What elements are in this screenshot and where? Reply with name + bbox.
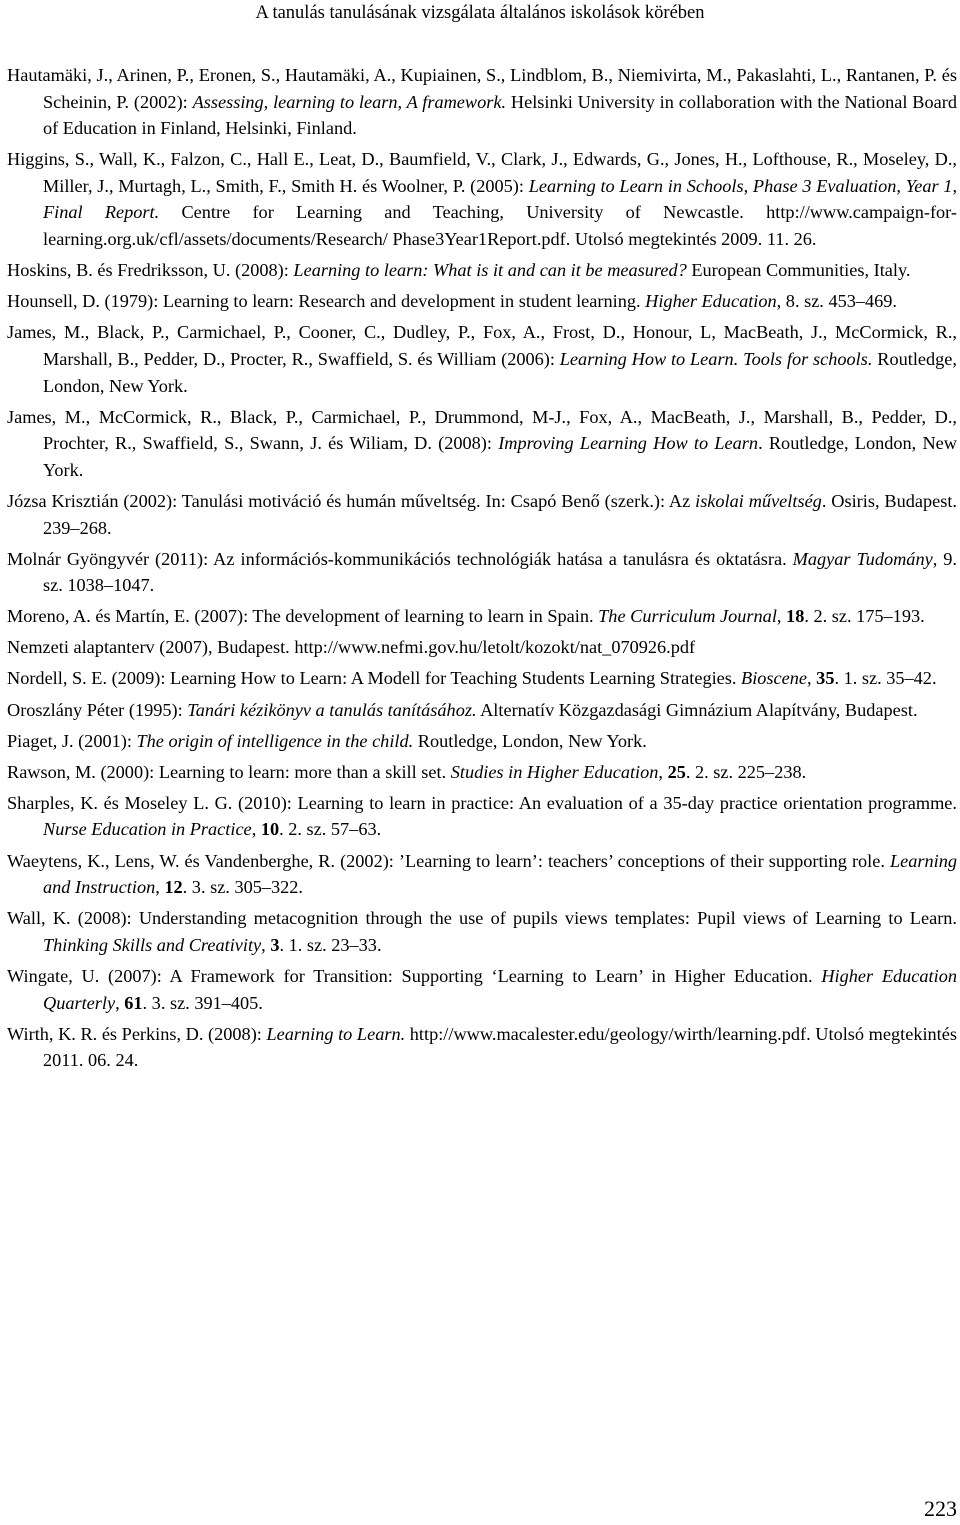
reference-text: Hoskins, B. és Fredriksson, U. (2008): [7,260,294,281]
reference-entry [7,62,957,142]
reference-title: Learning to learn: What is it and can it be measured? [293,260,687,281]
reference-text: Routledge, London, New York. [413,730,647,751]
reference-title: Learning and Instruction [43,850,957,898]
reference-text: Higgins, S., Wall, K., Falzon, C., Hall E., Leat, D., Baumfield, V., Clark, J., Edwards, G., Jones, H., Lofthouse, R., Moseley, D., Miller, J., Murtagh, L., Smith, F., Smith H. és Woolner, P. (2005): [7,149,957,196]
reference-text: . 2. sz. 225–238. [685,761,807,782]
reference-entry [7,319,957,399]
reference-title: The origin of intelligence in the child. [136,730,414,751]
reference-text: , [658,761,668,782]
reference-text: http://www.macalester.edu/geology/wirth/learning.pdf. Utolsó megtekintés 2011. 06. 24. [43,1023,957,1071]
reference-text: Oroszlány Péter (1995): [7,699,188,720]
reference-title: iskolai műveltség [695,490,822,511]
reference-text: European Communities, Italy. [686,260,911,281]
reference-text: Nordell, S. E. (2009): Learning How to Learn: A Modell for Teaching Students Learning Strategies. [7,668,742,689]
reference-text: Molnár Gyöngyvér (2011): Az információs-kommunikációs technológiák hatása a tanulásra és oktatásra. [7,548,793,569]
reference-entry [7,963,957,1016]
reference-title: Magyar Tudomány [792,548,933,569]
reference-text: , [776,606,787,627]
reference-title: Improving Learning How to Learn [498,433,759,454]
reference-title: Bioscene [741,668,808,689]
reference-text: Centre for Learning and Teaching, University of Newcastle. http://www.campaign-for-learning.org.uk/cfl/assets/documents/Research/ Phase3Year1Report.pdf. Utolsó megtekintés 2009. 11. 26. [43,202,957,250]
reference-entry [7,603,957,630]
reference-volume: 25 [667,761,686,782]
reference-text: Helsinki University in collaboration with the National Board of Education in Finland, Helsinki, Finland. [43,91,957,139]
reference-entry [7,848,957,901]
reference-entry [7,665,957,692]
reference-text: . 2. sz. 57–63. [279,819,382,840]
reference-volume: 18 [786,606,805,627]
reference-entry [7,488,957,541]
reference-title: Tanári kézikönyv a tanulás tanításához. [187,699,477,720]
reference-text: . 3. sz. 391–405. [142,992,263,1013]
reference-text: , [115,992,125,1013]
reference-text: Wirth, K. R. és Perkins, D. (2008): [7,1023,267,1044]
reference-title: Assessing, learning to learn, A framework. [192,91,507,112]
reference-entry [7,288,957,315]
reference-text: . 3. sz. 305–322. [182,877,304,898]
reference-entry [7,546,957,599]
reference-text: , [807,668,817,689]
reference-text: , [251,819,261,840]
reference-volume: 3 [270,934,280,955]
reference-text: . Osiris, Budapest. 239–268. [43,490,957,538]
reference-entry [7,634,957,661]
reference-entry [7,257,957,284]
reference-title: Nurse Education in Practice [43,819,252,840]
reference-title: Higher Education Quarterly [43,965,957,1013]
reference-text: Alternatív Közgazdasági Gimnázium Alapítvány, Budapest. [476,699,918,720]
reference-text: . 1. sz. 23–33. [279,934,382,955]
reference-volume: 61 [124,992,143,1013]
reference-text: Rawson, M. (2000): Learning to learn: more than a skill set. [7,761,451,782]
reference-entry [7,146,957,252]
reference-volume: 12 [164,877,183,898]
reference-text: Wingate, U. (2007): A Framework for Transition: Supporting ‘Learning to Learn’ in Higher Education. [7,965,822,986]
reference-text: . Routledge, London, New York. [43,433,957,480]
reference-text: Nemzeti alaptanterv (2007), Budapest. http://www.nefmi.gov.hu/letolt/kozokt/nat_070926.pdf [7,637,696,658]
reference-entry [7,1021,957,1074]
reference-text: , 8. sz. 453–469. [776,291,898,312]
reference-text: , 9. sz. 1038–1047. [43,548,957,596]
reference-title: Thinking Skills and Creativity [43,934,262,955]
reference-text: Józsa Krisztián (2002): Tanulási motiváció és humán műveltség. In: Csapó Benő (szerk.): Az [7,490,696,511]
reference-text: Wall, K. (2008): Understanding metacognition through the use of pupils views templates: Pupil views of Learning to Learn. [7,908,957,929]
reference-text: Moreno, A. és Martín, E. (2007): The development of learning to learn in Spain. [7,606,599,627]
reference-title: Learning How to Learn. Tools for schools. [559,348,873,369]
reference-text: James, M., Black, P., Carmichael, P., Cooner, C., Dudley, P., Fox, A., Frost, D., Honour, L, MacBeath, J., McCormick, R., Marshall, B., Pedder, D., Procter, R., Swaffield, S. és William (2006): [7,322,957,369]
reference-entry [7,728,957,755]
reference-text: Sharples, K. és Moseley L. G. (2010): Learning to learn in practice: An evaluation of a 35-day practice orientation programme. [7,792,957,813]
reference-entry [7,905,957,958]
reference-entry [7,790,957,843]
reference-entry [7,697,957,724]
reference-text: Hounsell, D. (1979): Learning to learn: Research and development in student learning. [7,291,646,312]
reference-text: Hautamäki, J., Arinen, P., Eronen, S., Hautamäki, A., Kupiainen, S., Lindblom, B., Niemivirta, M., Pakaslahti, L., Rantanen, P. és Scheinin, P. (2002): [7,65,957,112]
reference-list [7,62,957,1078]
running-header: A tanulás tanulásának vizsgálata általános iskolások körében [255,3,705,23]
reference-text: Piaget, J. (2001): [7,730,137,751]
reference-title: Learning to Learn. [266,1023,406,1044]
reference-title: Higher Education [645,291,777,312]
page-number: 223 [924,1496,957,1521]
reference-volume: 10 [260,819,280,840]
reference-text: Routledge, London, New York. [43,348,957,396]
reference-volume: 35 [816,668,835,689]
reference-text: Waeytens, K., Lens, W. és Vandenberghe, R. (2002): ’Learning to learn’: teachers’ conceptions of their supporting role. [7,850,890,871]
reference-text: James, M., McCormick, R., Black, P., Carmichael, P., Drummond, M-J., Fox, A., MacBeath, J., Marshall, B., Pedder, D., Prochter, R., Swaffield, S., Swann, J. és Wiliam, D. (2008): [7,406,957,454]
reference-entry [7,404,957,484]
reference-text: . 1. sz. 35–42. [834,668,937,689]
reference-title: Studies in Higher Education [450,761,659,782]
reference-title: The Curriculum Journal [598,606,777,627]
reference-text: , [155,877,165,898]
reference-entry [7,759,957,786]
reference-title: Learning to Learn in Schools, Phase 3 Evaluation, Year 1, Final Report. [43,175,958,223]
reference-text: . 2. sz. 175–193. [804,606,925,627]
reference-text: , [261,934,271,955]
